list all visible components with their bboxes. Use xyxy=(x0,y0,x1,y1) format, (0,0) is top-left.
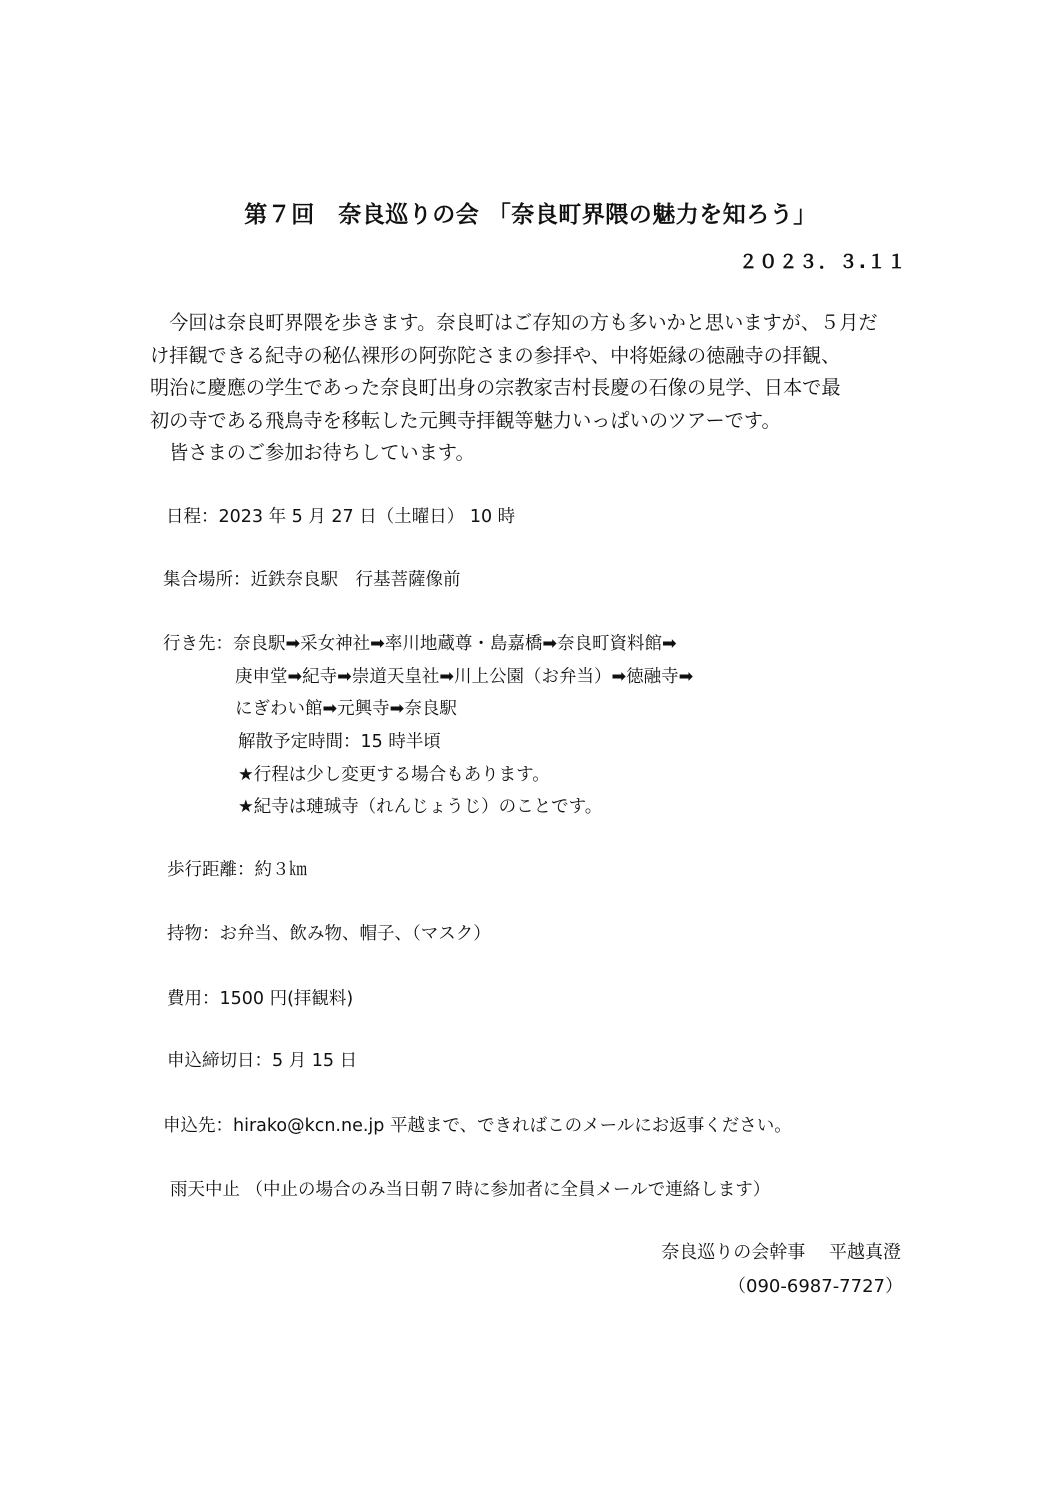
organizer-signature: 奈良巡りの会幹事 平越真澄 xyxy=(661,1242,901,1263)
route-line-2: 庚申堂➡紀寺➡崇道天皇社➡川上公園（お弁当）➡徳融寺➡ xyxy=(235,667,694,687)
route-line-1: 行き先：奈良駅➡采女神社➡率川地蔵尊・島嘉橋➡奈良町資料館➡ xyxy=(163,634,677,654)
intro-line: 明治に慶應の学生であった奈良町出身の宗教家吉村長慶の石像の見学、日本で最 xyxy=(150,376,841,399)
dismissal-time: 解散予定時間：15 時半頃 xyxy=(238,732,441,752)
rain-cancellation: 雨天中止 （中止の場合のみ当日朝７時に参加者に全員メールで連絡します） xyxy=(170,1180,771,1200)
belongings: 持物：お弁当、飲み物、帽子、（マスク） xyxy=(167,924,491,944)
document-title: 第７回 奈良巡りの会 「奈良町界隈の魅力を知ろう」 xyxy=(244,202,817,228)
application-deadline: 申込締切日：5 月 15 日 xyxy=(167,1051,358,1071)
intro-paragraph xyxy=(150,307,920,470)
meeting-place: 集合場所：近鉄奈良駅 行基菩薩像前 xyxy=(163,570,461,590)
document-date: ２０２３．３.１１ xyxy=(738,251,907,273)
schedule: 日程：2023 年 5 月 27 日（土曜日） 10 時 xyxy=(166,507,516,527)
fee: 費用：1500 円(拝観料) xyxy=(167,989,354,1009)
intro-line: け拝観できる紀寺の秘仏裸形の阿弥陀さまの参拝や、中将姫縁の徳融寺の拝観、 xyxy=(150,343,841,367)
intro-line: 皆さまのご参加お待ちしています。 xyxy=(150,441,475,464)
intro-line: 初の寺である飛鳥寺を移転した元興寺拝観等魅力いっぱいのツアーです。 xyxy=(150,408,781,432)
route-note-2: ★紀寺は璉珹寺（れんじょうじ）のことです。 xyxy=(238,797,603,817)
organizer-phone: （090-6987-7727） xyxy=(728,1276,903,1297)
intro-line: 今回は奈良町界隈を歩きます。奈良町はご存知の方も多いかと思いますが、５月だ xyxy=(150,311,878,334)
route-note-1: ★行程は少し変更する場合もあります。 xyxy=(238,765,550,785)
application-contact: 申込先：hirako@kcn.ne.jp 平越まで、できればこのメールにお返事ください。 xyxy=(163,1116,792,1136)
route-line-3: にぎわい館➡元興寺➡奈良駅 xyxy=(235,699,457,719)
walking-distance: 歩行距離：約３㎞ xyxy=(167,860,307,880)
